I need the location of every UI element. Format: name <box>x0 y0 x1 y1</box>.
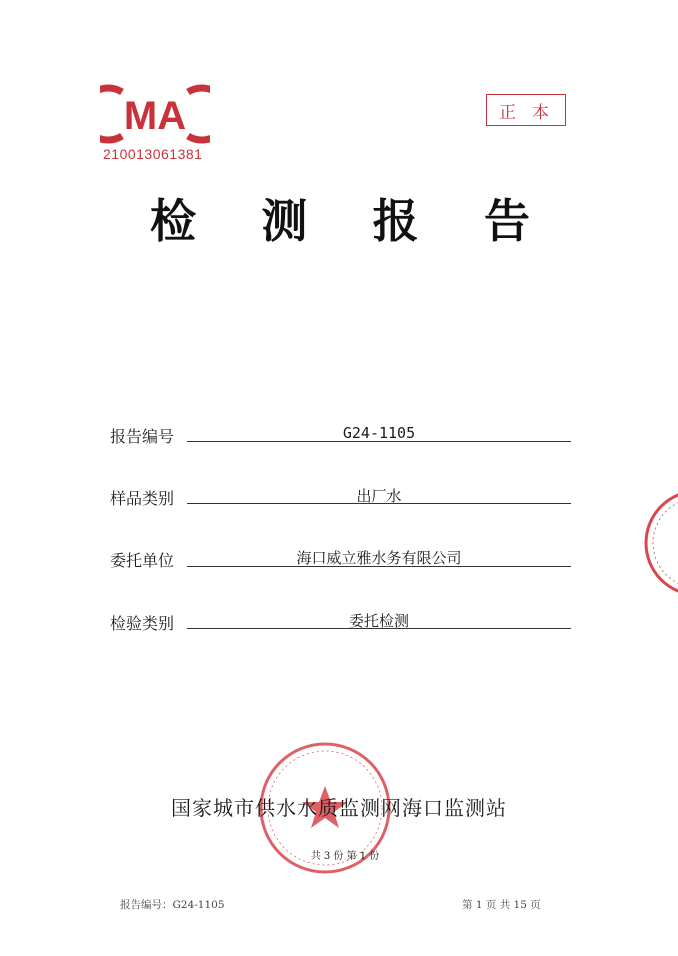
report-title <box>150 186 530 250</box>
title-char-2: 测 <box>261 194 308 248</box>
sample-type-underline <box>187 503 571 504</box>
test-type-value: 委托检测 <box>348 612 409 630</box>
issuing-organization: 国家城市供水水质监测网海口监测站 <box>171 796 507 820</box>
client-underline <box>187 566 571 567</box>
title-char-1: 检 <box>150 194 196 248</box>
title-char-4: 告 <box>483 194 530 248</box>
cma-logo <box>100 84 210 144</box>
sample-type-label: 样品类别 <box>110 489 175 508</box>
ma-mark-text: MA <box>123 94 187 138</box>
report-no-label: 报告编号 <box>110 427 175 446</box>
edge-seal <box>640 488 678 598</box>
copies-note: 共 3 份 第 1 份 <box>310 851 380 862</box>
cma-code: 210013061381 <box>103 146 203 162</box>
client-label: 委托单位 <box>110 551 175 570</box>
sample-type-value: 出厂水 <box>356 487 402 505</box>
test-type-label: 检验类别 <box>110 614 175 633</box>
footer-page-number: 第 1 页 共 15 页 <box>462 899 541 911</box>
footer-report-no: 报告编号：G24-1105 <box>120 899 225 911</box>
report-no-underline <box>187 441 571 442</box>
client-value: 海口威立雅水务有限公司 <box>296 549 462 567</box>
title-char-3: 报 <box>372 194 419 248</box>
report-no-value: G24-1105 <box>342 424 416 442</box>
test-type-underline <box>187 628 571 629</box>
original-copy-stamp: 正本 <box>486 94 566 126</box>
